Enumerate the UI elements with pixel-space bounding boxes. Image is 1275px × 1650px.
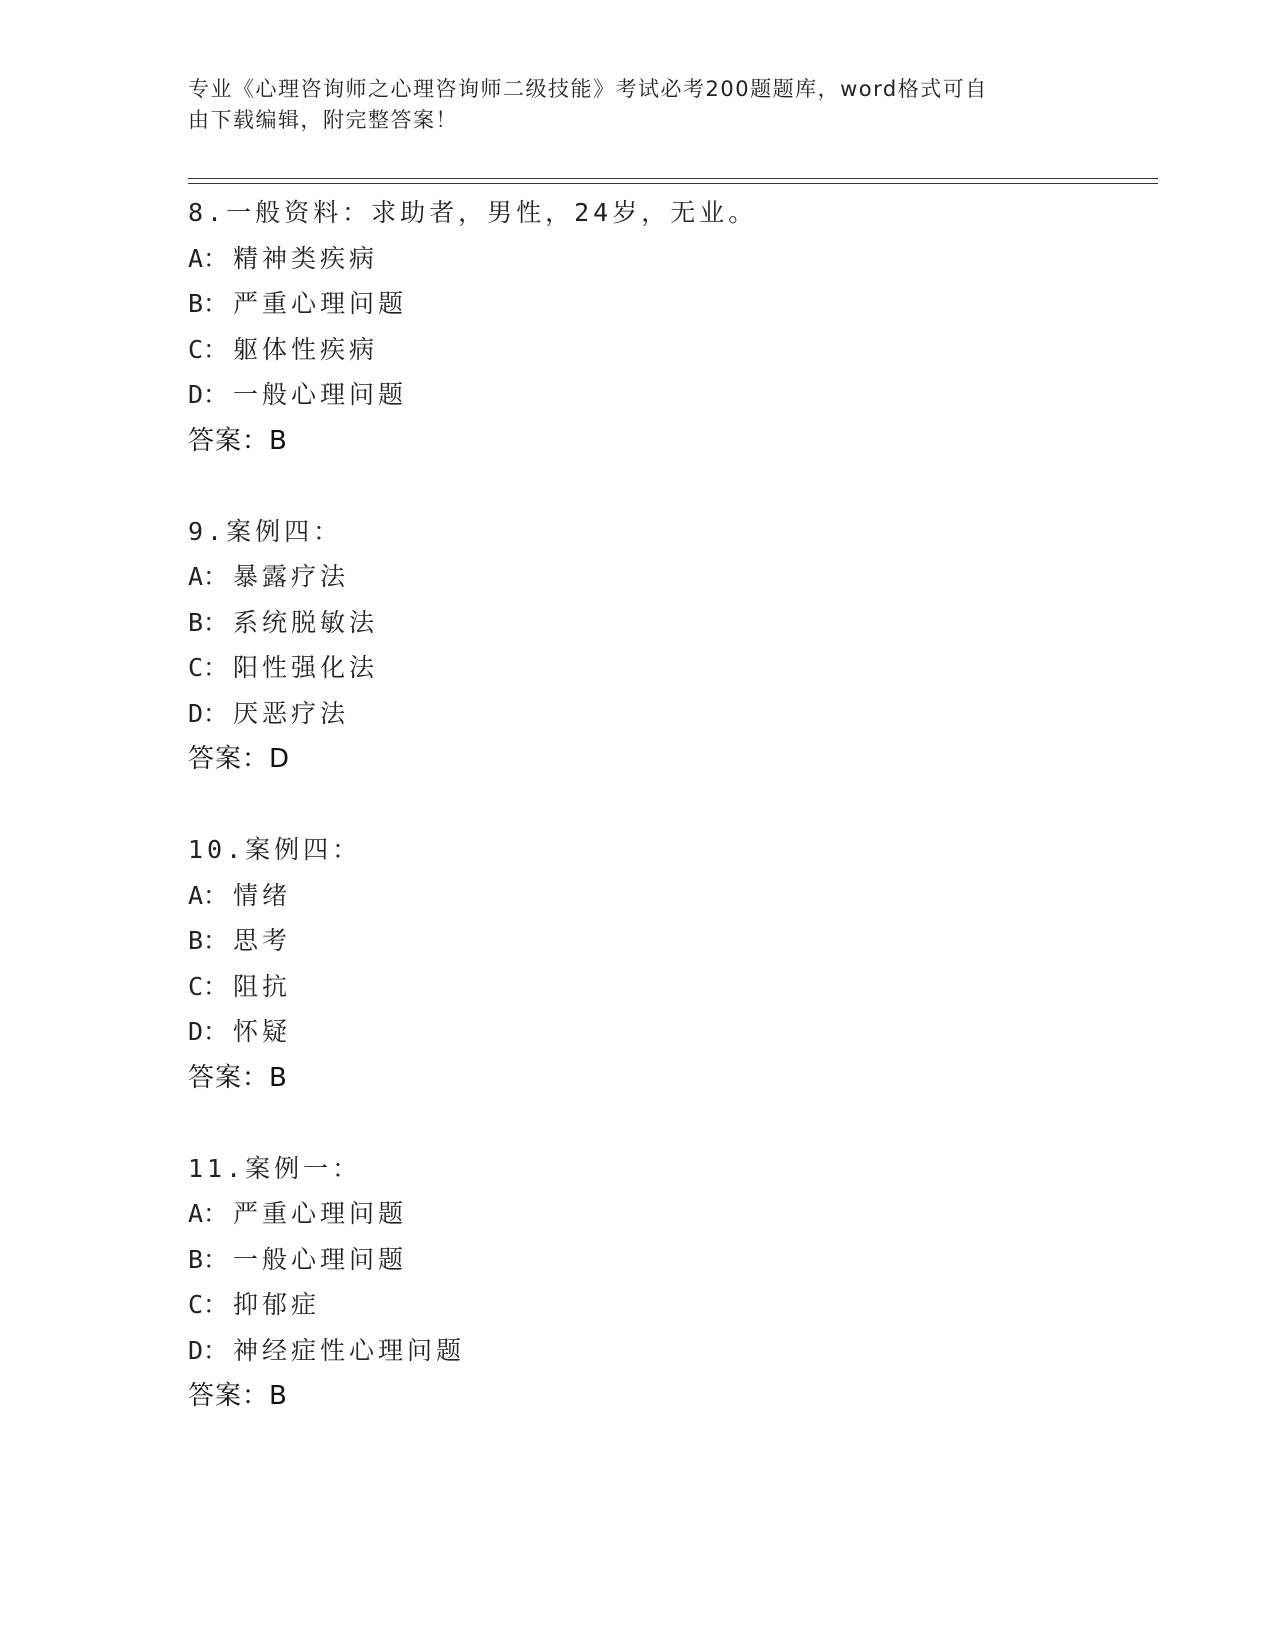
answer-line: 答案：D [188,744,291,774]
question-item [188,509,1148,783]
option-text: 精神类疾病 [233,243,379,273]
option-text: 厌恶疗法 [233,698,350,728]
option-text: 阳性强化法 [233,653,379,682]
option-b [188,281,1148,327]
option-d [188,1328,1148,1374]
option-key: C： [188,1290,229,1319]
option-text: 一般心理问题 [233,380,408,409]
option-a [188,1191,1148,1237]
option-text: 阻抗 [233,971,292,1001]
option-text: 暴露疗法 [233,562,350,591]
option-key: D： [188,698,229,728]
option-a [188,554,1148,600]
header-divider-top [188,178,1158,179]
option-key: C： [188,653,229,682]
header-divider-bottom [188,183,1158,184]
question-list [188,190,1148,1419]
option-text: 严重心理问题 [233,289,408,318]
option-text: 抑郁症 [233,1290,321,1319]
question-stem: 10.案例四： [188,835,362,864]
option-key: B： [188,1244,229,1274]
option-text: 一般心理问题 [233,1244,408,1274]
option-text: 情绪 [233,880,292,910]
option-c [188,327,1148,373]
option-d [188,372,1148,418]
question-item [188,190,1148,464]
question-stem: 9.案例四： [188,516,343,546]
answer-line: 答案：B [188,1381,288,1411]
option-c [188,645,1148,691]
option-key: A： [188,1199,229,1228]
option-key: A： [188,562,229,591]
option-key: C： [188,334,229,364]
option-key: B： [188,289,229,318]
option-key: A： [188,880,229,910]
option-b [188,918,1148,964]
option-a [188,873,1148,919]
answer-line: 答案：B [188,425,288,456]
option-text: 怀疑 [233,1017,292,1046]
option-text: 思考 [233,926,292,955]
option-a [188,236,1148,282]
option-c [188,1282,1148,1328]
question-item [188,1146,1148,1420]
option-text: 系统脱敏法 [233,607,379,637]
option-text: 躯体性疾病 [233,334,379,364]
document-header [188,74,1068,136]
option-text: 神经症性心理问题 [233,1335,466,1365]
option-d [188,691,1148,737]
option-c [188,964,1148,1010]
option-key: B： [188,926,229,955]
question-stem: 8.一般资料：求助者，男性，24岁，无业。 [188,198,758,227]
option-key: D： [188,380,229,409]
header-line-2: 由下载编辑，附完整答案！ [188,108,458,132]
option-key: D： [188,1335,229,1365]
question-item [188,827,1148,1101]
option-key: C： [188,971,229,1001]
option-key: B： [188,607,229,637]
question-stem: 11.案例一： [188,1153,362,1183]
answer-line: 答案：B [188,1062,288,1093]
option-d [188,1009,1148,1055]
option-b [188,600,1148,646]
option-text: 严重心理问题 [233,1199,408,1228]
header-line-1: 专业《心理咨询师之心理咨询师二级技能》考试必考200题题库，word格式可自 [188,77,988,101]
option-b [188,1237,1148,1283]
option-key: A： [188,243,229,273]
option-key: D： [188,1017,229,1046]
